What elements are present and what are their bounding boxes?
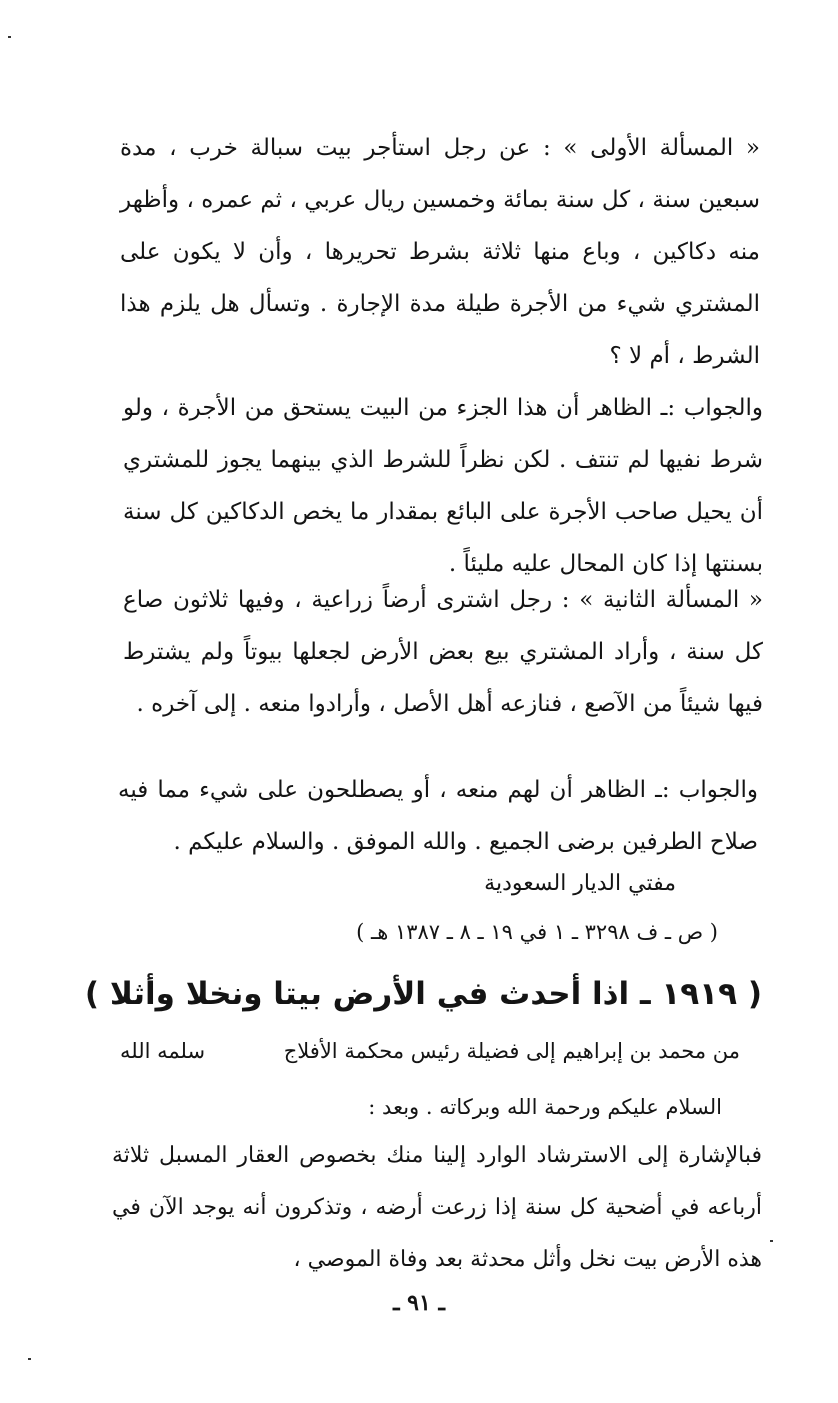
scan-speck [28, 1358, 31, 1360]
question-2-paragraph: « المسألة الثانية » : رجل اشترى أرضاً زراعية ، وفيها ثلاثون صاع كل سنة ، وأراد المشتري بيع بعض الأرض لجعلها بيوتاً ولم يشترط فيها شيئاً من الآصع ، فنازعه أهل الأصل ، وأرادوا منعه . إلى آخره . [123, 587, 763, 717]
letter-sender-recipient: من محمد بن إبراهيم إلى فضيلة رئيس محكمة الأفلاج [283, 1039, 740, 1063]
answer-2-paragraph: والجواب :ـ الظاهر أن لهم منعه ، أو يصطلحون على شيء مما فيه صلاح الطرفين برضى الجميع . والله الموفق . والسلام عليكم . [118, 777, 758, 855]
scan-speck [8, 36, 11, 38]
reference-number: ( ص ـ ف ٣٢٩٨ ـ ١ في ١٩ ـ ٨ ـ ١٣٨٧ هـ ) [356, 920, 718, 944]
letter-salutation: سلمه الله [120, 1039, 206, 1063]
section-heading: ( ١٩١٩ ـ اذا أحدث في الأرض بيتا ونخلا وأثلا ) [84, 976, 762, 1012]
scan-speck [770, 1240, 773, 1242]
page-number: ـ ٩١ ـ [393, 1290, 445, 1316]
letter-greeting: السلام عليكم ورحمة الله وبركاته . وبعد : [368, 1095, 722, 1119]
question-1-paragraph: « المسألة الأولى » : عن رجل استأجر بيت سبالة خرب ، مدة سبعين سنة ، كل سنة بمائة وخمسين ريال عربي ، ثم عمره ، وأظهر منه دكاكين ، وباع منها ثلاثة بشرط تحريرها ، وأن لا يكون على المشتري شيء من الأجرة طيلة مدة الإجارة . وتسأل هل يلزم هذا الشرط ، أم لا ؟ [120, 135, 761, 369]
answer-1-paragraph: والجواب :ـ الظاهر أن هذا الجزء من البيت يستحق من الأجرة ، ولو شرط نفيها لم تنتف . لكن نظراً للشرط الذي بينهما يجوز للمشتري أن يحيل صاحب الأجرة على البائع بمقدار ما يخص الدكاكين كل سنة بسنتها إذا كان المحال عليه مليئاً . [123, 395, 763, 577]
letter-body-paragraph: فبالإشارة إلى الاسترشاد الوارد إلينا منك بخصوص العقار المسبل ثلاثة أرباعه في أضحية كل سنة إذا زرعت أرضه ، وتذكرون أنه يوجد الآن في هذه الأرض بيت نخل وأثل محدثة بعد وفاة الموصي ، [112, 1143, 762, 1272]
signature-line: مفتي الديار السعودية [484, 871, 676, 896]
letter-address-line [120, 1026, 740, 1076]
